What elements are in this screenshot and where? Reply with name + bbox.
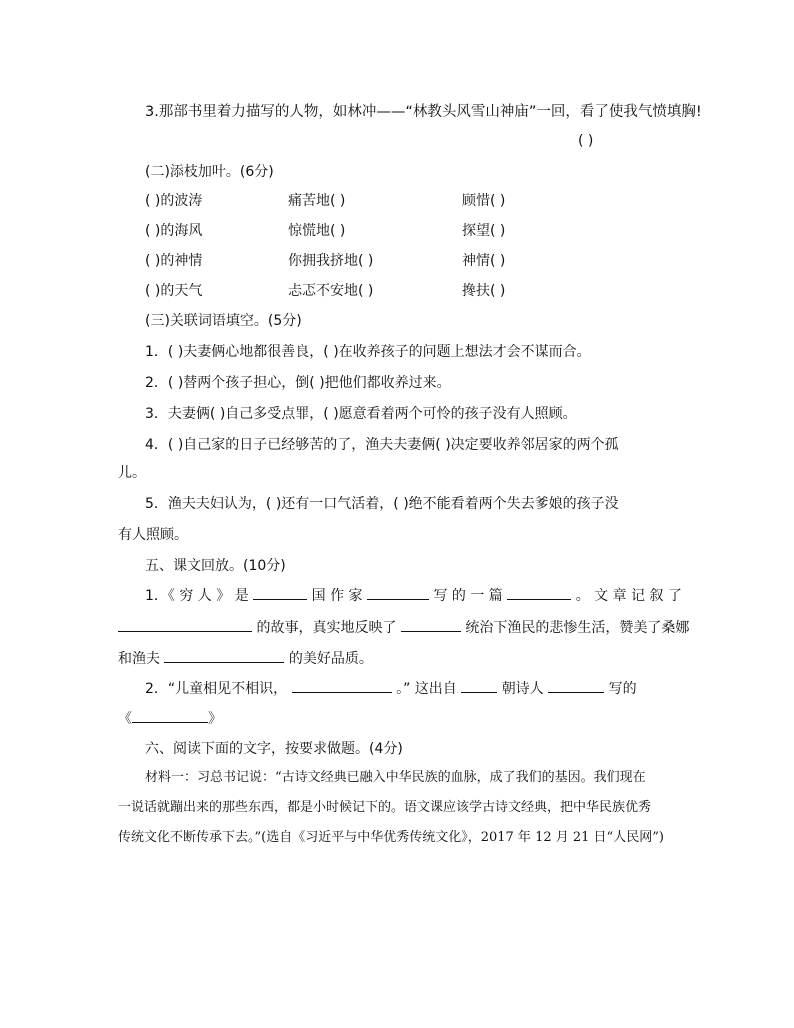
conjunction-item-2[interactable]: 2．( )替两个孩子担心，倒( )把他们都收养过来。 xyxy=(145,375,451,391)
recall-q1-text-a: 1．《 穷 人 》 是 xyxy=(145,588,249,604)
recall-q2-text-d: 写的 xyxy=(608,681,637,697)
recall-q1-text-d: 。 文 章 记 叙 了 xyxy=(575,588,682,604)
conjunction-item-1[interactable]: 1．( )夫妻俩心地都很善良，( )在收养孩子的问题上想法才会不谋而合。 xyxy=(145,344,591,360)
fill-blank-2-1[interactable]: ( )的海风 xyxy=(145,223,203,239)
recall-question-2 xyxy=(145,678,637,699)
conjunction-item-5-cont: 有人照顾。 xyxy=(118,527,188,543)
recall-q1-blank-ruler[interactable] xyxy=(401,617,461,632)
section-5-heading: 五、课文回放。(10分) xyxy=(145,558,286,574)
fill-blank-4-2[interactable]: 忐忑不安地( ) xyxy=(288,283,374,299)
recall-q1-text-f: 统治下渔民的悲惨生活，赞美了桑娜 xyxy=(465,620,690,636)
recall-q1-text-h: 的美好品质。 xyxy=(288,651,373,667)
fill-blank-1-3[interactable]: 顾惜( ) xyxy=(462,193,506,209)
fill-blank-3-3[interactable]: 神情( ) xyxy=(462,253,506,269)
recall-q2-blank-dynasty[interactable] xyxy=(461,678,497,693)
reading-material-line-2: 一说话就蹦出来的那些东西，都是小时候记下的。语文课应该学古诗文经典，把中华民族优秀 xyxy=(118,800,652,815)
fill-blank-1-1[interactable]: ( )的波涛 xyxy=(145,193,203,209)
section-3-heading: (三)关联词语填空。(5分) xyxy=(145,313,302,329)
recall-question-1-cont xyxy=(118,617,689,638)
recall-q2-blank-line[interactable] xyxy=(292,678,392,693)
recall-q2-blank-poet[interactable] xyxy=(548,678,604,693)
fill-blank-3-2[interactable]: 你拥我挤地( ) xyxy=(288,253,374,269)
recall-q2-text-e: 《 xyxy=(118,711,132,727)
question-3-answer-blank[interactable]: ( ) xyxy=(578,133,594,149)
recall-q1-text-g: 和渔夫 xyxy=(118,651,160,667)
fill-blank-1-2[interactable]: 痛苦地( ) xyxy=(288,193,346,209)
reading-material-line-3: 传统文化不断传承下去。”(选自《习近平与中华优秀传统文化》，2017 年 12 月 21 日“人民网”) xyxy=(118,830,664,845)
recall-q2-text-c: 朝诗人 xyxy=(501,681,544,697)
fill-blank-2-3[interactable]: 探望( ) xyxy=(462,223,506,239)
recall-question-1-cont2 xyxy=(118,648,373,669)
fill-blank-2-2[interactable]: 惊慌地( ) xyxy=(288,223,346,239)
recall-q1-blank-genre[interactable] xyxy=(507,585,571,600)
recall-question-1 xyxy=(145,585,682,606)
recall-q2-text-a: 2．“儿童相见不相识， xyxy=(145,681,288,697)
recall-q1-blank-author[interactable] xyxy=(367,585,429,600)
recall-q1-text-e: 的故事，真实地反映了 xyxy=(256,620,397,636)
conjunction-item-4[interactable]: 4．( )自己家的日子已经够苦的了，渔夫夫妻俩( )决定要收养邻居家的两个孤 xyxy=(145,437,619,453)
recall-q1-blank-quality[interactable] xyxy=(164,648,284,663)
fill-blank-4-1[interactable]: ( )的天气 xyxy=(145,283,203,299)
conjunction-item-4-cont: 儿。 xyxy=(118,465,146,481)
recall-q1-blank-country[interactable] xyxy=(253,585,307,600)
recall-q2-blank-title[interactable] xyxy=(132,708,208,723)
conjunction-item-5[interactable]: 5．渔夫夫妇认为，( )还有一口气活着，( )绝不能看着两个失去爹娘的孩子没 xyxy=(145,496,619,512)
section-6-heading: 六、阅读下面的文字，按要求做题。(4分) xyxy=(145,741,403,757)
recall-q1-text-c: 写 的 一 篇 xyxy=(433,588,503,604)
recall-q2-text-f: 》 xyxy=(208,711,222,727)
section-2-heading: (二)添枝加叶。(6分) xyxy=(145,164,274,180)
fill-blank-3-1[interactable]: ( )的神情 xyxy=(145,253,203,269)
recall-q1-blank-story[interactable] xyxy=(118,617,252,632)
fill-blank-4-3[interactable]: 搀扶( ) xyxy=(462,283,506,299)
recall-q1-text-b: 国 作 家 xyxy=(311,588,363,604)
recall-question-2-cont xyxy=(118,708,222,729)
question-3: 3.那部书里着力描写的人物，如林冲——“林教头风雪山神庙”一回，看了使我气愤填胸! xyxy=(145,104,702,120)
conjunction-item-3[interactable]: 3．夫妻俩( )自己多受点罪，( )愿意看着两个可怜的孩子没有人照顾。 xyxy=(145,406,577,422)
recall-q2-text-b: 。” 这出自 xyxy=(396,681,457,697)
reading-material-line-1: 材料一：习总书记说：“古诗文经典已融入中华民族的血脉，成了我们的基因。我们现在 xyxy=(145,770,646,785)
